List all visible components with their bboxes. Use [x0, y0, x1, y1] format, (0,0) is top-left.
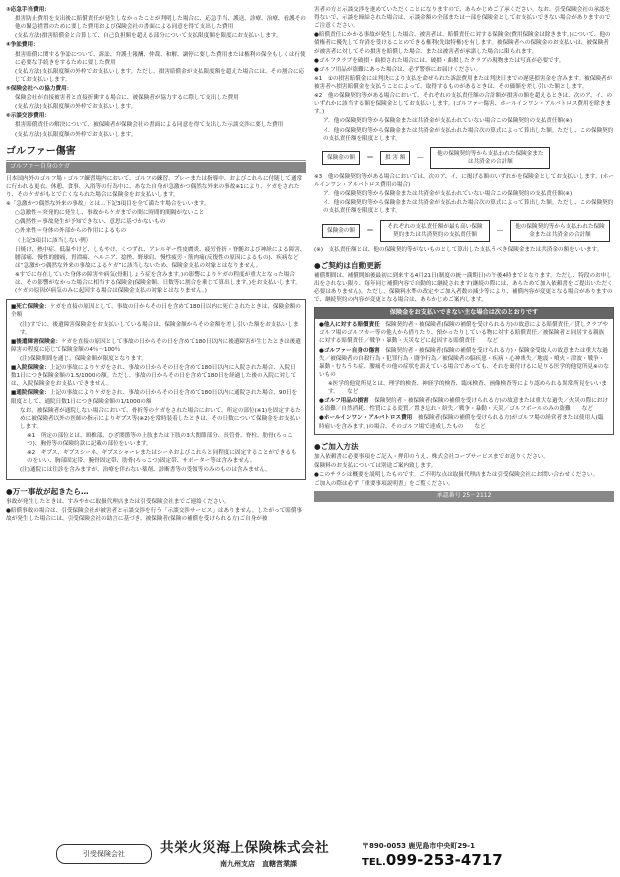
join-heading: ●ご加入方法 — [314, 441, 359, 451]
accident-more: ●賠償事故の場合は、引受保険会社が被害者と示談交渉を行う「示談交渉サービス」はありません。したがって賠償事故が発生した場合には、引受保険会社の助言に基づき、被保険者(保険の補償を受けられる方)ご自身が被 — [6, 507, 303, 522]
note: (※) 支払責任額とは、他の保険契約等がないものとして算出した支払うべき保険金または共済金の額をいいます。 — [314, 246, 603, 253]
not-payable-box: 保険金をお支払いできない主な場合は次のとおりです ●他人に対する賠償責任 保険契約者・被保険者(保険の補償を受けられる方)の故意による賠償責任／貸しクラブやゴルフ場のゴルフカー等の他人から借りたり、預かったりしている物に対する賠償責任／被保険者と同居する親族に対する賠償責任／戦争・暴動・天災などに起因する賠償責任 など ●ゴルファー自身の傷害 保険契約者・被保険者(保険の補償を受けられる方)・保険金受取人の故意または重大な過失／被保険者の自殺行為・犯罪行為・闘争行為／被保険者の脳疾患・疾病・心神喪失／地震・噴火・津波・戦争・暴動・むちうち症、腰痛その他の症状を訴えている場合であっても、それを裏付けるに足りる医学的他覚所見※のないもの ※医学的他覚所見とは、理学的検査、神経学的検査、臨床検査、画像検査等により認められる異常所見をいいます。 など ●ゴルフ用品の損害 保険契約者・被保険者(保険の補償を受けられる方)の故意または重大な過失／火災の際における盗難／自然消耗、性質による変質／置き忘れ・紛失／戦争・暴動・天災／ゴルフボールのみの盗難 など ●ホールインワン・アルバトロス費用 被保険者(保険の補償を受けられる方)がゴルフ場の経営者または使用人(臨時雇いを含みます。)の場合、そのゴルフ場で達成したもの など — [314, 307, 614, 434]
definition: ○急激性＝突発的に発生し、事故からケガまでの間に時間的間隔がないこと — [15, 210, 205, 217]
accident-heading: ●万一事故が起きたら… — [6, 486, 89, 496]
underwriter-label: 引受保険会社 — [56, 844, 152, 864]
footer — [0, 838, 620, 877]
expense-item-4: ④争訟費用： 損害賠償に関する争訟について、訴訟、弁護士報酬、仲裁、和解、調停に要した費用または権利の保全もしくは行使に必要な手続きをするために要した費用 (支払方法)支払限度額の外枠でお支払いします。ただし、損害賠償金が支払限度額を超えた場合には、その割合に応じてお支払いします。 — [6, 42, 306, 83]
expense-item-3: ③応急手当費用： 損害防止費用を支出後に賠償責任が発生しなかったことが判明した場合に、応急手当、護送、診療、治療、看護その他の緊急措置のために要した費用および保険会社の書面による同意を得て支出した費用 (支払方法)損害賠償金と合算して、自己負担額を超える部分について支払限度額を限度にお支払いします。 — [6, 7, 306, 40]
definitions-note: （上記3項目に該当しない例） — [15, 237, 92, 244]
benefits-box: ■死亡保険金：ケガを直接の原因として、事故の日からその日を含めて180日以内に死亡されたときは、保険金額の全額 (注)すでに、後遺障害保険金をお支払いしている場合は、保険金額からその金額を差し引いた額をお支払いします。 ■後遺障害保険金：ケガを直接の原因として事故の日からその日を含めて180日以内に後遺障害が生じたときは後遺障害の程度に応じて保険金額の4％～100％ (注)保険期間を通じ、保険金額が限度となります。 ■入院保険金：上記の事故によりケガをされ、事故の日からその日を含めて180日以内に入院された場合、入院日数1日につき保険金額の1.5/1000の額。ただし、事故の日からその日を含めて180日を経過した後の入院に対しては、入院保険金をお支払いできません。 ■通院保険金：上記の事故によりケガをされ、事故の日からその日を含めて180日以内に通院された場合、90日を限度として、通院日数1日につき保険金額の1/1000の額 なお、被保険者が通院しない場合において、骨折等のケガをされた場合において、所定の部位(※1)を固定するために被保険者以外の医師の指示によりギプス等(※2)を常時装着したときは、その日数について保険金をお支払いします。 ※1 所定の部位とは、頸椎部、ひざ関節等の上肢または下肢の3大関節部分、長管骨、脊柱、肋骨(ろっこつ)、胸骨等の保険約款に記載の部位をいいます。 ※2 ギプス、ギプスシーネ、ギプスシャーレまたはシーネおよびこれらと同程度に固定することができるものをいい、胸部固定帯、腕骨固定帯、肋骨(ろっこつ)固定帯、サポーター等は含みません。 (注)通院には往診を含みますが、治療を伴わない薬剤、診断書等の受領等のみのものは含みません。 — [6, 299, 306, 479]
continued-text: 害者の方と示談交渉を進めていただくことになりますので、あらかじめご了承ください。なお、引受保険会社の承認を得ないで、示談を締結された場合は、示談金額の全部または一部を保険金としてお支払いできない場合がありますのでご注意ください。 — [314, 7, 611, 30]
company-block — [160, 839, 329, 869]
auto-renewal-heading: ●ご契約は自動更新 — [314, 260, 382, 270]
note: ※1 ①の損害賠償金には判決により支払を命ぜられた訴訟費用または判決日までの遅延損害金を含みます。被保険者が被害者へ損害賠償金を支払うことによって、取得するものがあるときは、その価額を差し引いた額とします。 — [314, 75, 613, 90]
definition: ○外来性＝身体の外部からの作用によるもの — [15, 228, 127, 235]
note: ※2 他の保険契約等がある場合において、それぞれの支払責任額の合計額が損害の額を超えるときは、次のア、イ、のいずれかに該当する額を保険金としてお支払いします。(ゴルファー傷害、ホールインワン・アルバトロス費用を除きます。) — [314, 93, 613, 116]
formula-2: 保険金の額 ＝ それぞれの支払責任額が最も高い保険契約または共済契約の支払責任額 － 他の保険契約等から支払われた保険金または共済金の合計額 — [322, 220, 614, 242]
expense-item-5: ⑤保険会社への協力費用： 保険会社が直接被害者と直接折衝する場合に、被保険者が協力するに際して支出した費用 (支払方法)支払限度額の外枠でお支払いします。 — [6, 85, 239, 111]
expense-item-6: ⑥示談交渉費用： 損害賠償責任の解決について、被保険者が保険会社の書面による同意を得て支出した示談交渉に要した費用 (支払方法)支払限度額の外枠でお支払いします。 — [6, 113, 284, 138]
golfer-injury-heading: ゴルファー傷害 — [6, 145, 306, 162]
preexisting-note: ※すでに存在していた身体の障害や病気(骨粗しょう症を含みます。)の影響によりケガの程度が重大となった場合は、その影響がなかった場合に相当する保険金(保険金額、日数等に割合を乗じて算出します。)をお支払いします。(ケガの原因が病気のみに起因する場合は保険金支払の対象とはなりません。) — [15, 272, 301, 295]
bullet: ●賠償責任にかかる事故が発生した場合、被害者は、賠償責任に対する保険金(費用保険金は除きます。)について、他の債権者に優先して弁済を受けることのできる権利(先取特権)を有します。被保険者への保険金のお支払いは、被保険者が被害者に対してその損害を賠償した場合、または被害者が承諾した場合に限られます。 — [314, 32, 611, 55]
accident-note: ※「急激かつ偶然な外来の事故」とは…下記3項目を全て満たす場合をいいます。 — [6, 201, 210, 208]
note: ※3 他の保険契約等がある場合においては、次のア、イ、に掲げる額のいずれかを保険金としてお支払いします。(ホールインワン・アルバトロス費用の場合) — [314, 173, 614, 189]
bullet: ●ゴルフ用品が盗難にあった場合は、必ず警察にお届けください。 — [314, 66, 482, 73]
right-column: 害者の方と示談交渉を進めていただくことになりますので、あらかじめご了承ください。なお、引受保険会社の承認を得ないで、示談を締結された場合は、示談金額の全部または一部を保険金としてお支払いできない場合がありますのでご注意ください。 ●賠償責任にかかる事故が発生した場合、被害者は、賠償責任に対する保険金(費用保険金は除きます。)について、他の債権者に優先して弁済を受けることのできる権利(先取特権)を有します。被保険者への保険金のお支払いは、被保険者が被害者に対してその損害を賠償した場合、または被害者が承諾した場合に限られます。 ●ゴルフクラブを破損・曲損された場合には、破損・曲損したクラブの現物または写真が必要です。 ●ゴルフ用品が盗難にあった場合は、必ず警察にお届けください。 ※1 ①の損害賠償金には判決により支払を命ぜられた訴訟費用または判決日までの遅延損害金を含みます。被保険者が被害者へ損害賠償金を支払うことによって、取得するものがあるときは、その価額を差し引いた額とします。 ※2 他の保険契約等がある場合において、それぞれの支払責任額の合計額が損害の額を超えるときは、次のア、イ、のいずれかに該当する額を保険金としてお支払いします。(ゴルファー傷害、ホールインワン・アルバトロス費用を除きます。) ア．他の保険契約等から保険金または共済金が支払われていない場合この保険契約の支払責任額(※) イ．他の保険契約等から保険金または共済金が支払われた場合次の算式によって算出した額。ただし、この保険契約の支払責任額を限度とします。 保険金の額 ＝ 損 害 額 － 他の保険契約等から支払われた保険金または共済金の合計額 ※3 他の保険契約等がある場合においては、次のア、イ、に掲げる額のいずれかを保険金としてお支払いします。(ホールインワン・アルバトロス費用の場合) ア．他の保険契約等から保険金または共済金が支払われていない場合この保険契約の支払責任額(※) イ．他の保険契約等から保険金または共済金が支払われた場合次の算式によって算出した額。ただし、この保険契約の支払責任額を限度とします。 保険金の額 ＝ それぞれの支払責任額が最も高い保険契約または共済契約の支払責任額 － 他の保険契約等から支払われた保険金または共済金の合計額 (※) 支払責任額とは、他の保険契約等がないものとして算出した支払うべき保険金または共済金の額をいいます。 ●ご契約は自動更新 補償期間は、補償開始後最初に到来する4月21日(制度の統一満期日)の午後4時までとなります。ただし、特段のお申し出をされない限り、毎年同じ補償内容で自動的に継続されます(継続の際には、あらためて加入依頼書をご提出いただく必要はありません)。ただし、保険料水準の改定やご加入者数の減少等により、補償内容が変更となる場合がありますので、継続契約の内容が変更となる場合は、あらかじめご案内します。 保険金をお支払いできない主な場合は次のとおりです ●他人に対する賠償責任 保険契約者・被保険者(保険の補償を受けられる方)の故意による賠償責任／貸しクラブやゴルフ場のゴルフカー等の他人から借りたり、預かったりしている物に対する賠償責任／被保険者と同居する親族に対する賠償責任／戦争・暴動・天災などに起因する賠償責任 など ●ゴルファー自身の傷害 保険契約者・被保険者(保険の補償を受けられる方)・保険金受取人の故意または重大な過失／被保険者の自殺行為・犯罪行為・闘争行為／被保険者の脳疾患・疾病・心神喪失／地震・噴火・津波・戦争・暴動・むちうち症、腰痛その他の症状を訴えている場合であっても、それを裏付けるに足りる医学的他覚所見※のないもの ※医学的他覚所見とは、理学的検査、神経学的検査、臨床検査、画像検査等により認められる異常所見をいいます。 など ●ゴルフ用品の損害 保険契約者・被保険者(保険の補償を受けられる方)の故意または重大な過失／火災の際における盗難／自然消耗、性質による変質／置き忘れ・紛失／戦争・暴動・天災／ゴルフボールのみの盗難 など ●ホールインワン・アルバトロス費用 被保険者(保険の補償を受けられる方)がゴルフ場の経営者または使用人(臨時雇いを含みます。)の場合、そのゴルフ場で達成したもの など ●ご加入方法 加入依頼書に必要事項をご記入・押印のうえ、株式会社コープサービスまでお送りください。 保険料のお支払については別途ご案内致します。 ●このチラシは概要を説明したものです。ご不明な点は取扱代理店または引受保険会社にお問い合わせください。 ご加入の際は必ず「重要事項説明書」をご覧ください。 承認番号 25－2112 — [314, 6, 614, 502]
join-text: 加入依頼書に必要事項をご記入・押印のうえ、株式会社コープサービスまでお送りください。 — [314, 453, 549, 460]
left-column — [6, 6, 306, 524]
accident-text: 事故が発生したときは、すみやかに取扱代理店または引受保険会社までご連絡ください。 — [6, 498, 230, 505]
formula-1: 保険金の額 ＝ 損 害 額 － 他の保険契約等から支払われた保険金または共済金の合計額 — [322, 147, 614, 169]
company-name: 共栄火災海上保険株式会社 — [160, 840, 330, 856]
phone-number: TEL.099-253-4717 — [362, 851, 503, 870]
address: 〒890-0053 鹿児島市中央町29-1 — [362, 842, 475, 850]
bullet: ●ゴルフクラブを破損・曲損された場合には、破損・曲損したクラブの現物または写真が必要です。 — [314, 57, 565, 64]
definition: ○偶然性＝事故発生が予知できない、意思に基づかないもの — [15, 219, 166, 226]
golfer-intro: 日本国内外のゴルフ場・ゴルフ練習場内において、ゴルフの練習、プレーまたは指導中、およびこれらに付随して通常に行われる更衣、休憩、食事、入浴等の行為中に、あなた自身が急激かつ偶然な外来の事故※1により、ケガをされたり、そのケガがもとで亡くなられた場合に保険金をお支払いします。 — [6, 175, 303, 199]
auto-renewal-text: 補償期間は、補償開始後最初に到来する4月21日(制度の統一満期日)の午後4時までとなります。ただし、特段のお申し出をされない限り、毎年同じ補償内容で自動的に継続されます(継続の際には、あらためて加入依頼書をご提出いただく必要はありません)。ただし、保険料水準の改定やご加入者数の減少等により、補償内容が変更となる場合がありますので、継続契約の内容が変更となる場合は、あらかじめご案内します。 — [314, 272, 613, 304]
branch-name: 南九州支店 直轄営業課 — [220, 859, 297, 868]
contact-block — [362, 841, 503, 872]
golfer-injury-subheading: ゴルファー自身のケガ — [6, 162, 306, 173]
excluded-list: 日焼け、熱中症、低温やけど、しもやけ、くつずれ、アレルギー性皮膚炎、疲労骨折・脊髄および神経による障害、腰部痛、慢性的腰痛、胃潰瘍、ヘルニア、捻挫、野球肩、慢性疲労・筋肉痛(反復性の原因によるもの)、疾病など は“急激かつ偶然な外来の事故によるケガ”に該当しないため、保険金支払の対象とはなりません。 — [15, 246, 306, 269]
approval-number: 承認番号 25－2112 — [314, 491, 614, 502]
